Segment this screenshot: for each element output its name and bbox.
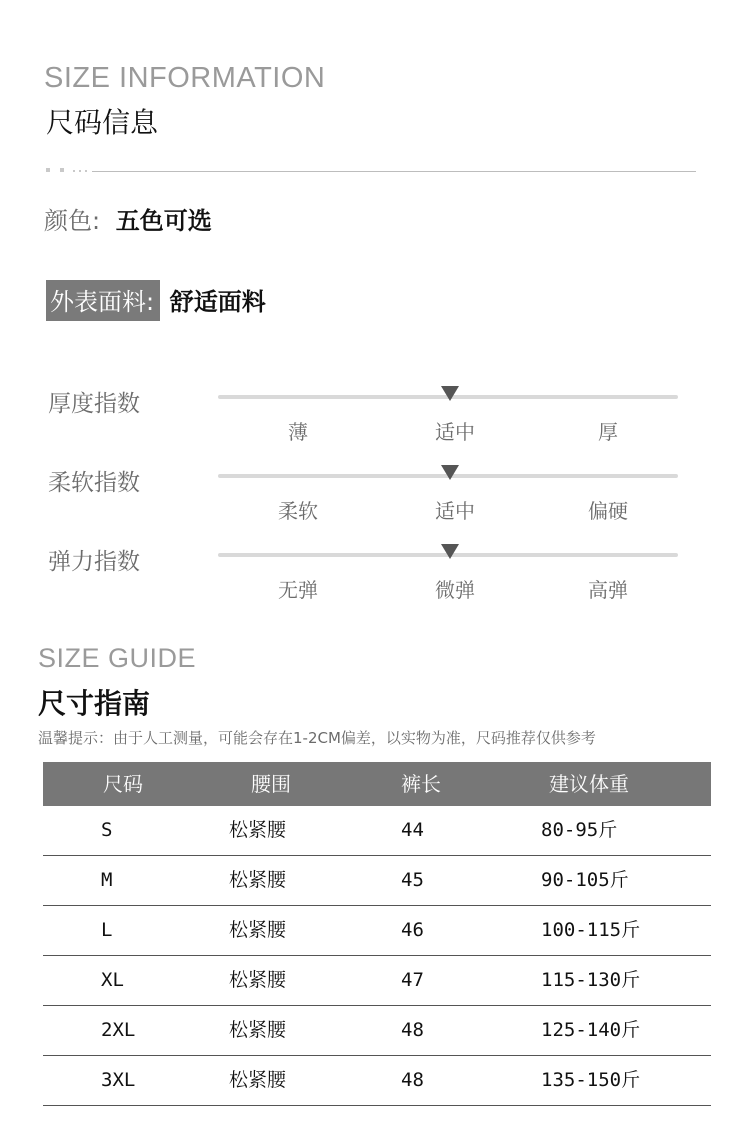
table-row: [43, 806, 711, 856]
fabric-row: [46, 280, 266, 321]
index-marker: [441, 386, 459, 401]
size-guide-cn-title: 尺寸指南: [38, 687, 151, 720]
cell-weight: 80-95斤: [541, 819, 618, 841]
cell-size: L: [101, 919, 113, 941]
cell-length: 46: [401, 919, 424, 941]
header-waist: 腰围: [251, 772, 291, 796]
index-label: 柔软指数: [48, 470, 140, 496]
cell-length: 44: [401, 819, 424, 841]
index-option: 微弹: [435, 578, 475, 602]
table-row: [43, 1006, 711, 1056]
cell-length: 45: [401, 869, 424, 891]
table-row: [43, 956, 711, 1006]
index-marker: [441, 465, 459, 480]
index-option: 适中: [435, 420, 475, 444]
index-option: 高弹: [588, 578, 628, 602]
header-size: 尺码: [103, 772, 143, 796]
cell-size: 3XL: [101, 1069, 136, 1091]
header-length: 裤长: [401, 772, 441, 796]
cell-weight: 115-130斤: [541, 969, 641, 991]
index-option: 无弹: [278, 578, 318, 602]
table-row: [43, 906, 711, 956]
color-value: 五色可选: [115, 207, 212, 235]
index-option: 适中: [435, 499, 475, 523]
cell-size: M: [101, 869, 113, 891]
color-row: [44, 201, 212, 236]
color-label: 颜色:: [44, 207, 101, 235]
cell-weight: 135-150斤: [541, 1069, 641, 1091]
cell-weight: 125-140斤: [541, 1019, 641, 1041]
cell-size: S: [101, 819, 113, 841]
index-option: 柔软: [278, 499, 318, 523]
cell-length: 48: [401, 1069, 424, 1091]
divider-dotted: [46, 166, 696, 174]
table-row: [43, 856, 711, 906]
cell-waist: 松紧腰: [229, 969, 287, 991]
fabric-label-badge: 外表面料:: [46, 280, 160, 321]
cell-waist: 松紧腰: [229, 1019, 287, 1041]
header-weight: 建议体重: [549, 772, 629, 796]
cell-waist: 松紧腰: [229, 919, 287, 941]
index-option: 厚: [598, 420, 618, 444]
size-guide-note: 温馨提示：由于人工测量，可能会存在1-2CM偏差，以实物为准，尺码推荐仅供参考: [38, 729, 596, 747]
size-table-body: [43, 806, 711, 1106]
cell-size: XL: [101, 969, 124, 991]
cell-waist: 松紧腰: [229, 1069, 287, 1091]
size-table-header: [43, 762, 711, 806]
size-table: [43, 762, 711, 1106]
cell-weight: 100-115斤: [541, 919, 641, 941]
index-option: 偏硬: [588, 499, 628, 523]
size-info-en-title: SIZE INFORMATION: [44, 62, 326, 94]
cell-length: 47: [401, 969, 424, 991]
index-label: 弹力指数: [48, 549, 140, 575]
size-info-cn-title: 尺码信息: [46, 106, 159, 139]
cell-length: 48: [401, 1019, 424, 1041]
index-option: 薄: [288, 420, 308, 444]
table-row: [43, 1056, 711, 1106]
cell-size: 2XL: [101, 1019, 136, 1041]
cell-weight: 90-105斤: [541, 869, 629, 891]
fabric-value: 舒适面料: [169, 288, 266, 316]
index-marker: [441, 544, 459, 559]
cell-waist: 松紧腰: [229, 819, 287, 841]
cell-waist: 松紧腰: [229, 869, 287, 891]
index-label: 厚度指数: [48, 391, 140, 417]
size-guide-en-title: SIZE GUIDE: [38, 643, 197, 673]
